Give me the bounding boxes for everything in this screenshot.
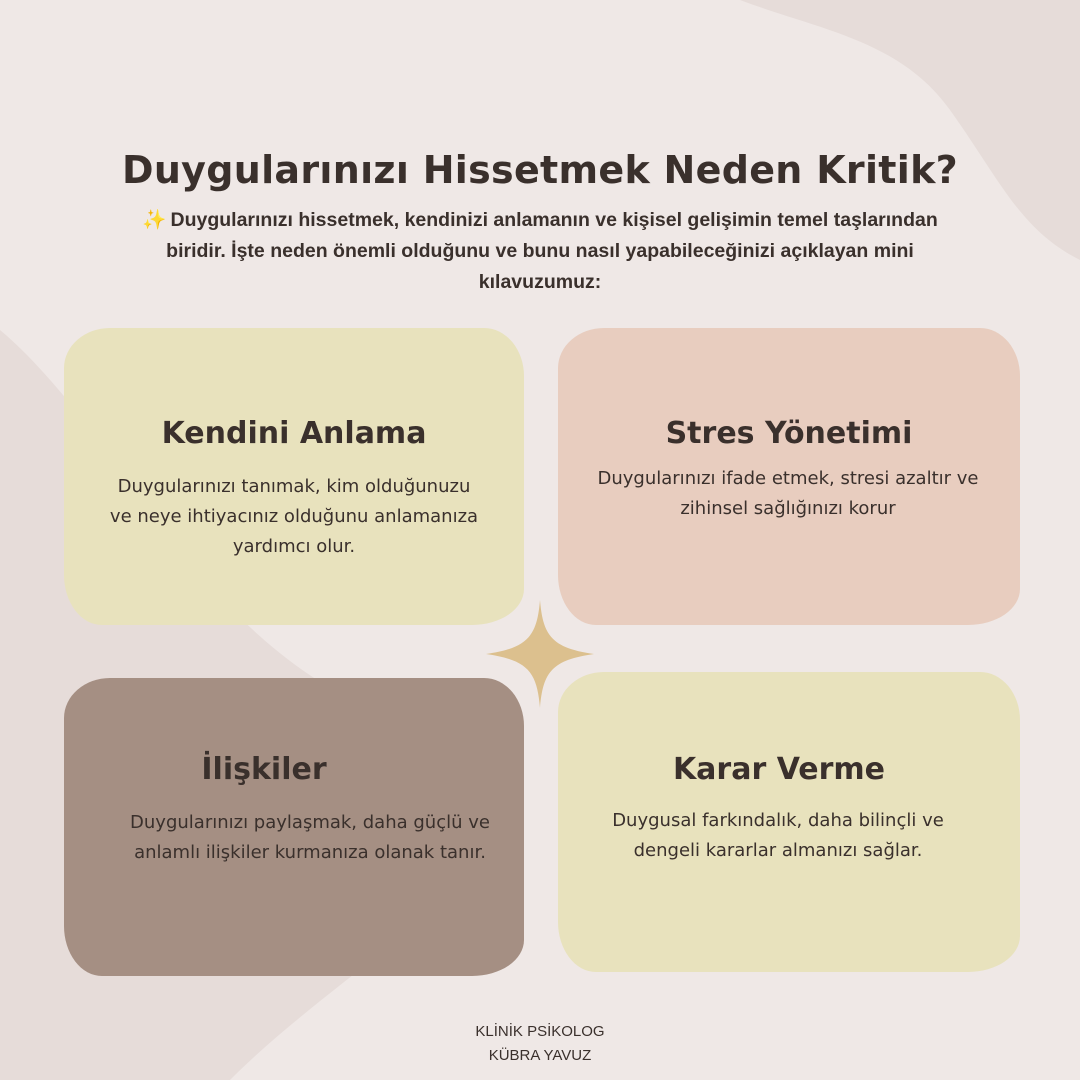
footer-title: KLİNİK PSİKOLOG <box>475 1023 605 1040</box>
intro-text <box>118 205 962 298</box>
card-description: Duygusal farkındalık, daha bilinçli ve dengeli kararlar almanızı sağlar. <box>612 810 944 861</box>
card-title: İlişkiler <box>201 752 327 787</box>
card-title: Karar Verme <box>672 752 886 787</box>
footer-name: KÜBRA YAVUZ <box>488 1047 592 1064</box>
page-title: Duygularınızı Hissetmek Neden Kritik? <box>121 148 959 192</box>
sparkles-icon: ✨ <box>142 209 167 231</box>
card-description: Duygularınızı paylaşmak, daha güçlü ve anlamlı ilişkiler kurmanıza olanak tanır. <box>130 812 490 863</box>
card-kendini-anlama <box>64 328 524 625</box>
footer-signature <box>0 1020 1080 1068</box>
card-description: Duygularınızı tanımak, kim olduğunuzu ve neye ihtiyacınız olduğunu anlamanıza yardımcı olur. <box>109 476 479 557</box>
card-description: Duygularınızı ifade etmek, stresi azaltır ve zihinsel sağlığınızı korur <box>597 468 979 519</box>
intro-paragraph: Duygularınızı hissetmek, kendinizi anlamanın ve kişisel gelişimin temel taşlarından biridir. İşte neden önemli olduğunu ve bunu nasıl yapabileceğinizi açıklayan mini kılavuzumuz: <box>166 209 938 293</box>
card-stres-yonetimi <box>558 328 1020 625</box>
card-title: Stres Yönetimi <box>665 416 913 451</box>
card-title: Kendini Anlama <box>161 416 427 451</box>
card-iliskiler <box>64 678 524 976</box>
four-point-star-icon <box>486 600 594 708</box>
card-karar-verme <box>558 672 1020 972</box>
